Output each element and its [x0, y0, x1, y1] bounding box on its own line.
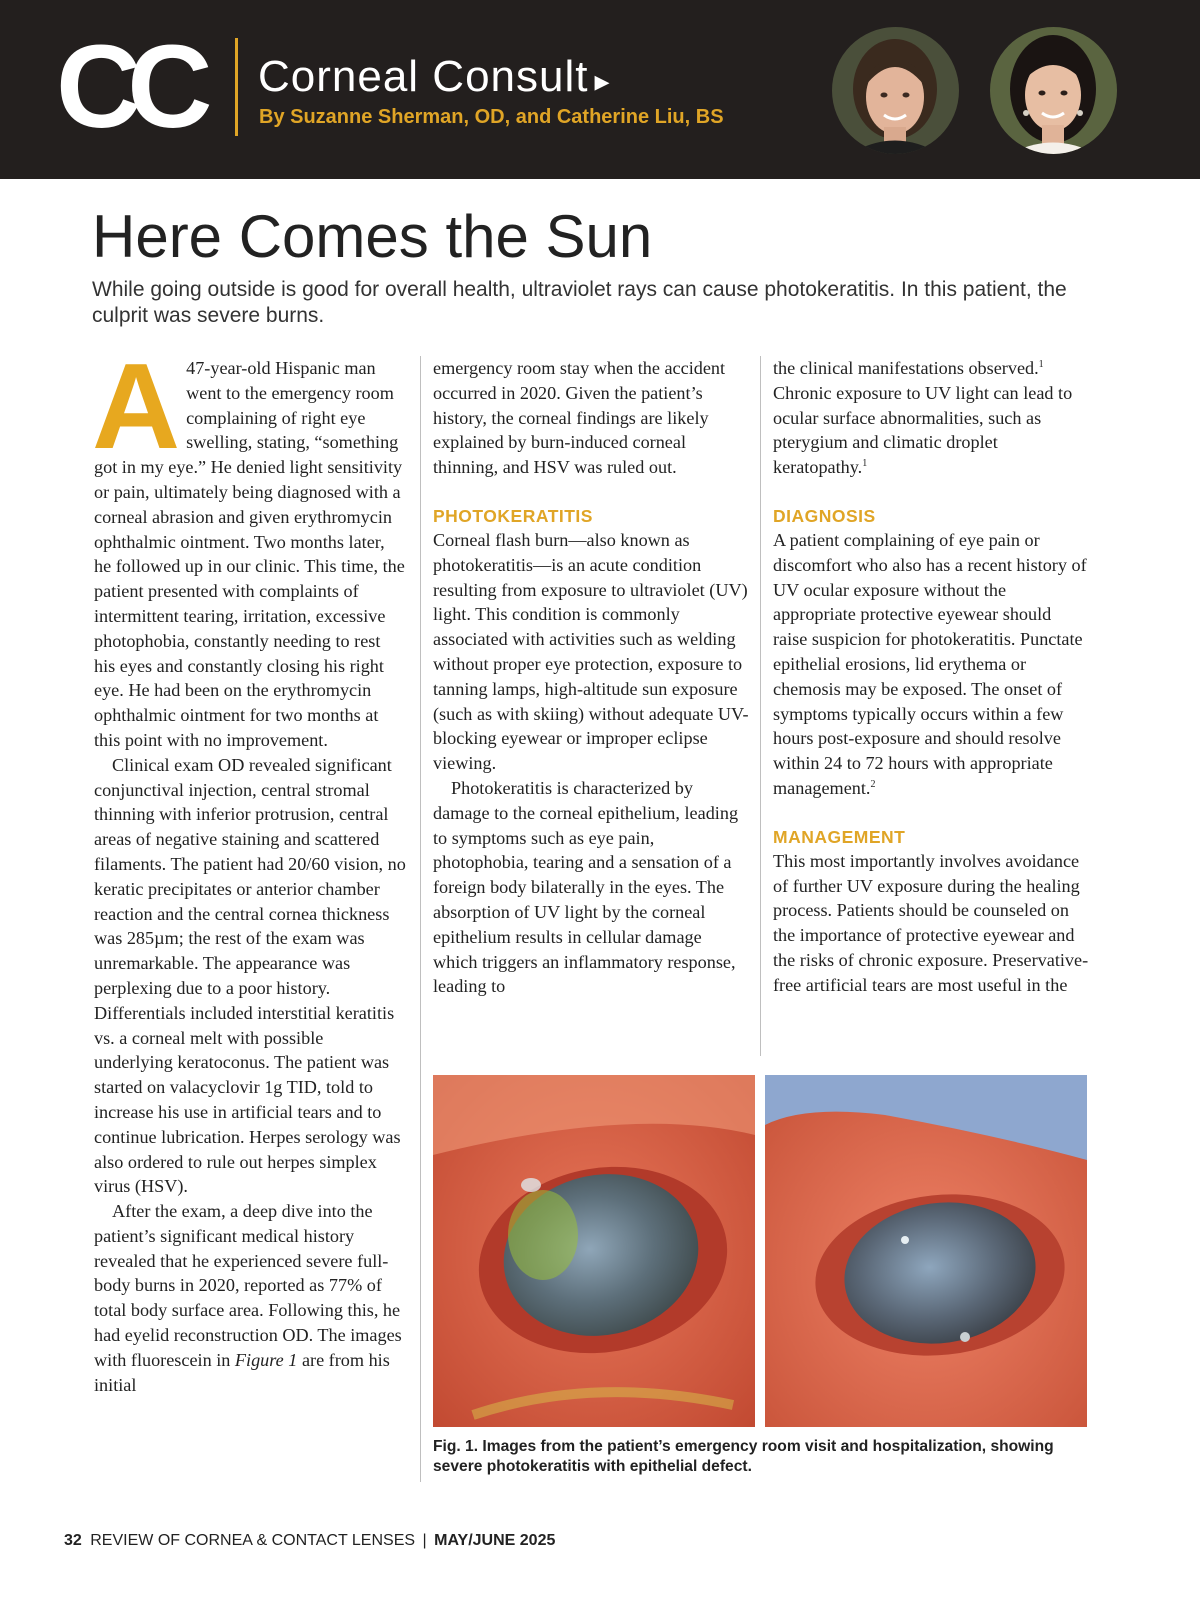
history-paragraph	[94, 1199, 406, 1397]
article-title: Here Comes the Sun	[92, 203, 653, 270]
characterization-paragraph: Photokeratitis is characterized by damage to the corneal epithelium, leading to symptoms such as eye pain, photophobia, tearing and a sensation of a foreign body bilaterally in the eyes. The absorption of UV light by the corneal epithelium results in cellular damage which triggers an inflammatory response, leading to	[433, 777, 739, 997]
text-column-3	[773, 356, 1089, 998]
photokeratitis-paragraph: Corneal flash burn—also known as photokeratitis—is an acute condition resulting from exposure to ultraviolet (UV) light. This condition is commonly associated with activities such as welding without proper eye protection, exposure to tanning lamps, high-altitude sun exposure (such as with skiing) without adequate UV-blocking eyewear or improper eclipse viewing.	[433, 529, 749, 774]
column-title-text: Corneal Consult	[258, 52, 589, 101]
logo-divider	[235, 38, 238, 136]
figure-caption: Fig. 1. Images from the patient’s emergency room visit and hospitalization, showing severe photokeratitis with epithelial defect.	[433, 1438, 1054, 1475]
header-banner	[0, 0, 1200, 179]
eye-photo-right	[765, 1075, 1087, 1427]
subhead-photokeratitis: PHOTOKERATITIS	[433, 505, 593, 526]
text-column-1	[92, 338, 406, 1397]
column-divider-2	[760, 356, 761, 1056]
history-text-a: After the exam, a deep dive into the patient’s significant medical history revealed that he experienced severe full-body burns in 2020, reported as 77% of total body surface area. Following this, he had eyelid reconstruction OD. The images with fluorescein in	[94, 1201, 402, 1370]
byline: By Suzanne Sherman, OD, and Catherine Liu, BS	[259, 106, 724, 128]
manifestations-text-a: the clinical manifestations observed.	[773, 358, 1039, 378]
reference-superscript: 1	[862, 458, 868, 470]
figure-reference: Figure 1	[234, 1349, 298, 1370]
subhead-management: MANAGEMENT	[773, 826, 906, 847]
arrow-right-icon: ▸	[594, 65, 611, 98]
subhead-diagnosis: DIAGNOSIS	[773, 505, 876, 526]
column-title	[258, 52, 611, 102]
eye-photo-left	[433, 1075, 755, 1427]
exam-paragraph: Clinical exam OD revealed significant conjunctival injection, central stromal thinning with inferior protrusion, central areas of negative staining and scattered filaments. The patient had 20/60 vision, no keratic precipitates or anterior chamber reaction and the central cornea thickness was 285µm; the rest of the exam was unremarkable. The appearance was perplexing due to a poor history. Differentials included interstitial keratitis vs. a corneal melt with possible underlying keratoconus. The patient was started on valacyclovir 1g TID, told to increase his use in artificial tears and to continue lubrication. Herpes serology was also ordered to rule out herpes simplex virus (HSV).	[94, 754, 406, 1197]
page-footer	[64, 1532, 555, 1550]
text-column-2	[433, 356, 749, 999]
diagnosis-paragraph	[773, 528, 1089, 801]
page-number: 32	[64, 1532, 82, 1549]
issue-date: MAY/JUNE 2025	[434, 1532, 556, 1549]
diagnosis-text: A patient complaining of eye pain or discomfort who also has a recent history of UV ocular exposure without the appropriate protective eyewear should raise suspicion for photokeratitis. Punctate epithelial erosions, lid erythema or chemosis may be exposed. The onset of symptoms typically occurs within a few hours post-exposure and should resolve within 24 to 72 hours with appropriate management.	[773, 529, 1087, 798]
history-text-b: are from his initial	[94, 1349, 390, 1395]
cc-logo: CC	[56, 21, 199, 153]
column-divider-1	[420, 356, 421, 1482]
magazine-name: REVIEW OF CORNEA & CONTACT LENSES	[90, 1532, 416, 1549]
manifestations-text-b: Chronic exposure to UV light can lead to ocular surface abnormalities, such as pterygium and climatic droplet keratopathy.	[773, 382, 1073, 478]
footer-separator: |	[422, 1532, 427, 1549]
intro-paragraph	[92, 338, 406, 753]
management-paragraph: This most importantly involves avoidance of further UV exposure during the healing process. Patients should be counseled on the importance of protective eyewear and the risks of chronic exposure. Preservative-free artificial tears are most useful in the	[773, 850, 1089, 995]
drop-cap: A	[92, 338, 181, 474]
reference-superscript: 2	[870, 778, 876, 790]
author-photo-sherman	[832, 27, 959, 154]
article-deck: While going outside is good for overall health, ultraviolet rays can cause photokeratitis. In this patient, the culprit was severe burns.	[92, 278, 1067, 327]
continuation-paragraph: emergency room stay when the accident occurred in 2020. Given the patient’s history, the corneal findings are likely explained by burn-induced corneal thinning, and HSV was ruled out.	[433, 358, 726, 478]
intro-text: 47-year-old Hispanic man went to the emergency room complaining of right eye swelling, stating, “something got in my eye.” He denied light sensitivity or pain, ultimately being diagnosed with a corneal abrasion and given erythromycin ophthalmic ointment. Two months later, he followed up in our clinic. This time, the patient presented with complaints of intermittent tearing, irritation, excessive photophobia, constantly needing to rest his eyes and constantly closing his right eye. He had been on the erythromycin ophthalmic ointment for two months at this point with no improvement.	[94, 358, 405, 750]
author-photo-liu	[990, 27, 1117, 154]
reference-superscript: 1	[1038, 358, 1044, 370]
manifestations-paragraph	[773, 356, 1089, 480]
